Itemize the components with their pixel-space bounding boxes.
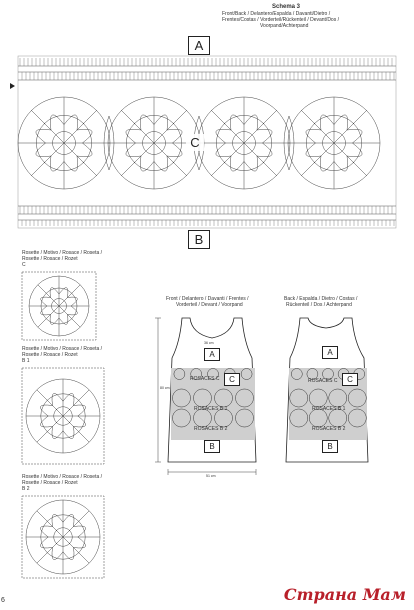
front-row-c: ROSACES C	[190, 376, 220, 382]
rosette-b1-line-2: Rosette / Rosace / Rozet	[22, 352, 78, 358]
front-top-width: 36 cm	[204, 341, 214, 345]
site-watermark: Страна Мам	[283, 585, 406, 604]
front-garment-diagram	[154, 312, 270, 484]
rosette-c-line-2: Rosette / Rosace / Rozet	[22, 256, 78, 262]
rosette-b2-line-1: Rosette / Motivo / Rosace / Roseta /	[22, 474, 103, 480]
back-label-a: A	[322, 346, 338, 359]
rosette-b1-line-1: Rosette / Motivo / Rosace / Roseta /	[22, 346, 103, 352]
back-caption-line-2: Rückenteil / Dos / Achterpand	[286, 302, 352, 308]
schema-caption-line-3: Voorpand/Achterpand	[260, 23, 309, 29]
schema-title: Schema 3	[272, 4, 301, 10]
rosette-c-diagram	[20, 270, 98, 342]
crochet-band-diagram	[18, 56, 396, 228]
rosette-c-code: C	[22, 262, 26, 268]
back-label-b: B	[322, 440, 338, 453]
front-caption-line-1: Front / Delantero / Davanti / Frentes /	[166, 296, 249, 302]
rosette-b2-code: B 2	[22, 486, 30, 492]
rosette-c-line-1: Rosette / Motivo / Rosace / Roseta /	[22, 250, 103, 256]
front-label-a: A	[204, 348, 220, 361]
back-caption-line-1: Back / Espalda / Dietro / Costas /	[284, 296, 358, 302]
front-label-c: C	[224, 373, 240, 386]
page-number: 6	[1, 597, 5, 604]
schema-label-a: A	[188, 36, 210, 55]
rosette-b1-diagram	[20, 366, 106, 466]
schema-caption-line-1: Front/Back / Delantero/Espalda / Davanti/Dietro /	[222, 11, 331, 17]
rosette-b1-code: B 1	[22, 358, 30, 364]
back-label-c: C	[342, 373, 358, 386]
front-label-b: B	[204, 440, 220, 453]
front-side-height: 80 cm	[160, 386, 170, 390]
schema-caption-line-2: Frentes/Costas / Vorderteil/Rückenteil / Devant/Dos /	[222, 17, 339, 23]
schema-label-c: C	[186, 134, 204, 151]
back-row-c: ROSACES C	[308, 378, 338, 384]
front-bottom-width: 51 cm	[206, 474, 216, 478]
schema-label-b: B	[188, 230, 210, 249]
front-row-b1: ROSACES B 1	[194, 406, 228, 412]
front-caption-line-2: Vorderteil / Devant / Voorpand	[176, 302, 243, 308]
rosette-b2-line-2: Rosette / Rosace / Rozet	[22, 480, 78, 486]
back-row-b1: ROSACES B 1	[312, 406, 346, 412]
front-row-b2: ROSACES B 2	[194, 426, 228, 432]
back-row-b2: ROSACES B 2	[312, 426, 346, 432]
row-marker-arrow	[10, 83, 15, 89]
rosette-b2-diagram	[20, 494, 106, 580]
